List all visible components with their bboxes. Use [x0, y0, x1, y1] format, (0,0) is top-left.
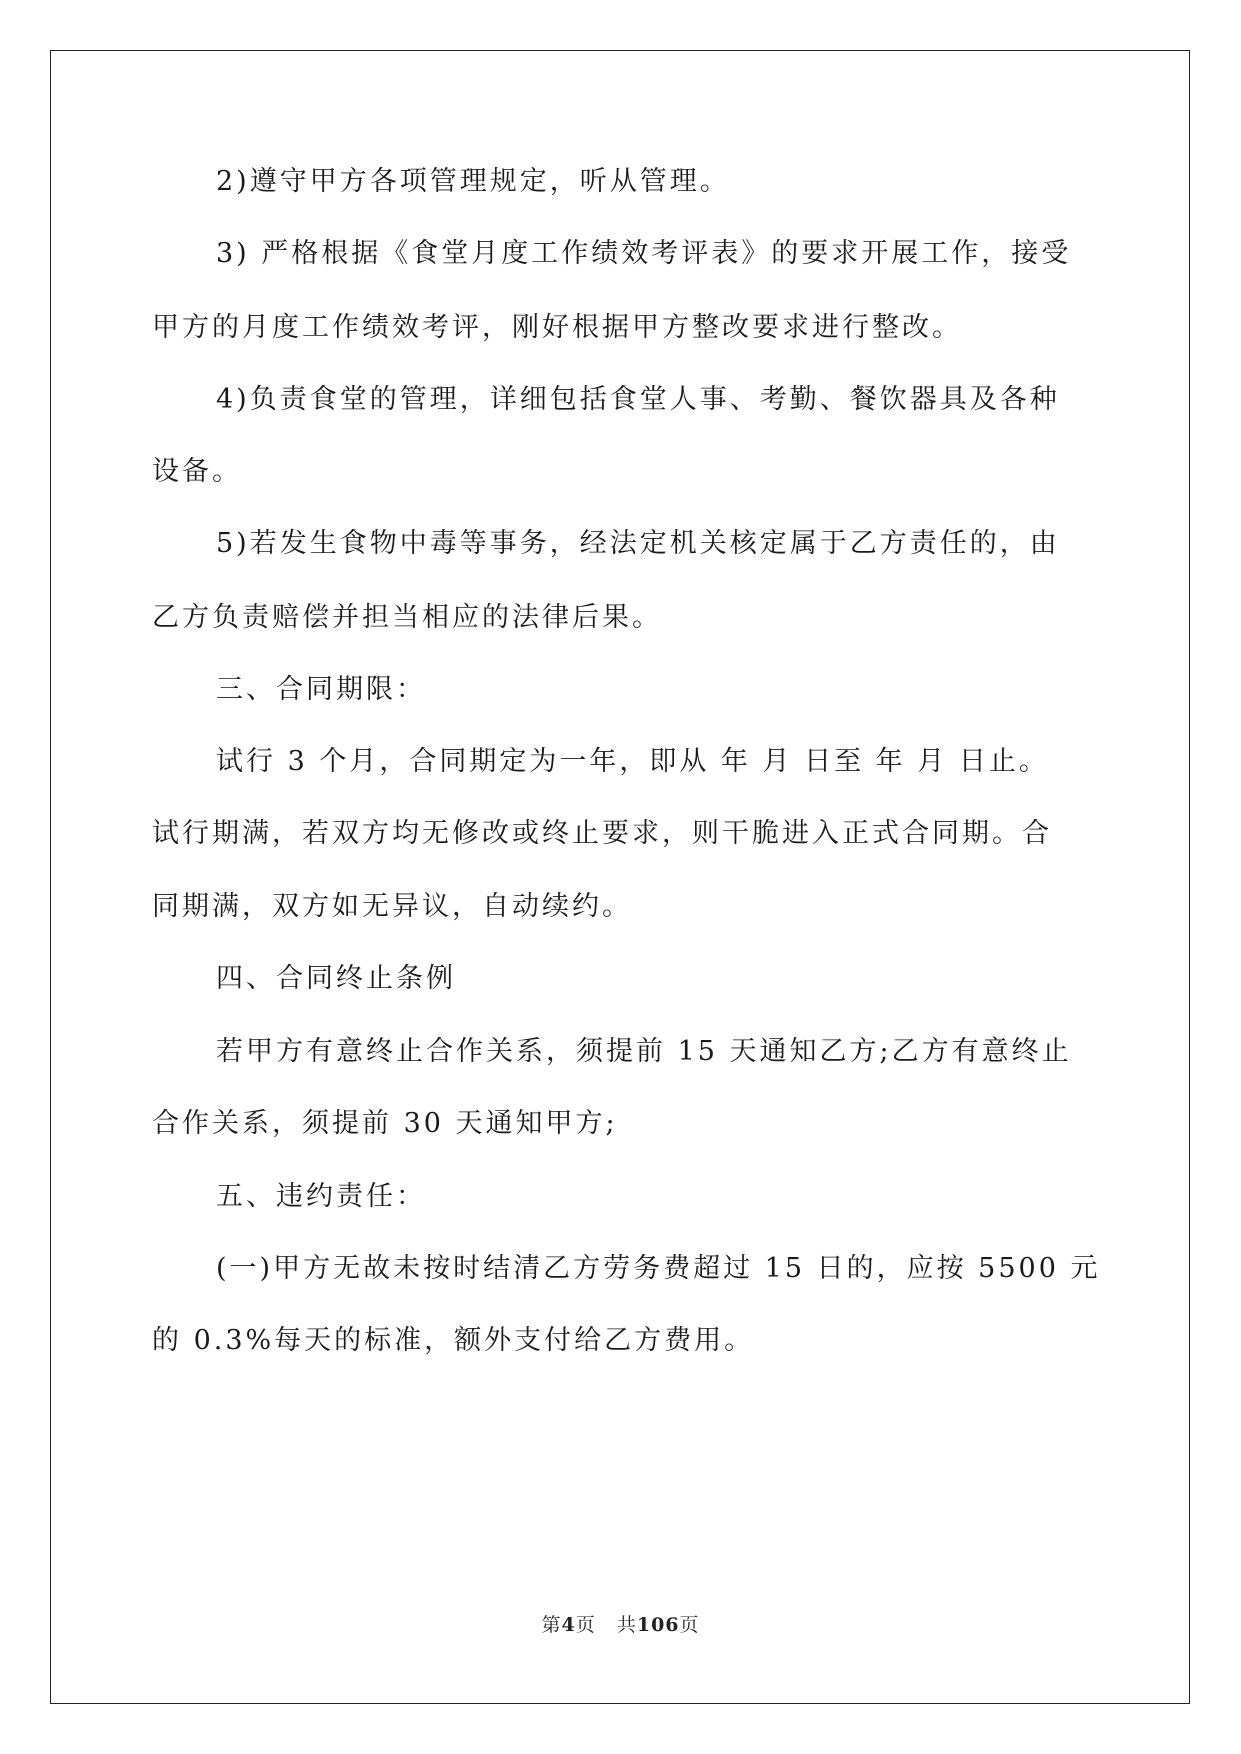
paragraph-line: 试行期满，若双方均无修改或终止要求，则干脆进入正式合同期。合: [152, 818, 1052, 849]
paragraph-line: 合作关系，须提前 30 天通知甲方;: [152, 1108, 618, 1139]
footer-total-prefix: 共: [616, 1614, 637, 1636]
footer-prefix: 第: [541, 1614, 562, 1636]
section-heading: 五、违约责任：: [216, 1181, 426, 1212]
page-number: 4: [561, 1614, 576, 1636]
paragraph-line: 2)遵守甲方各项管理规定，听从管理。: [216, 166, 730, 197]
paragraph-line: 试行 3 个月，合同期定为一年，即从 年 月 日至 年 月 日止。: [216, 746, 1049, 777]
paragraph-line: 同期满，双方如无异议，自动续约。: [152, 891, 632, 922]
paragraph-line: 4)负责食堂的管理，详细包括食堂人事、考勤、餐饮器具及各种: [216, 384, 1060, 415]
total-pages: 106: [636, 1614, 680, 1636]
paragraph-line: 的 0.3%每天的标准，额外支付给乙方费用。: [152, 1325, 755, 1356]
footer-total-unit: 页: [679, 1614, 700, 1636]
section-heading: 四、合同终止条例: [216, 963, 456, 994]
footer-page-unit: 页: [575, 1614, 596, 1636]
paragraph-line: 设备。: [152, 456, 242, 487]
paragraph-line: 若甲方有意终止合作关系，须提前 15 天通知乙方;乙方有意终止: [216, 1036, 1072, 1067]
page-footer: [0, 1610, 1241, 1637]
paragraph-line: 5)若发生食物中毒等事务，经法定机关核定属于乙方责任的，由: [216, 528, 1060, 559]
paragraph-line: 甲方的月度工作绩效考评，刚好根据甲方整改要求进行整改。: [152, 312, 962, 343]
paragraph-line: (一)甲方无故未按时结清乙方劳务费超过 15 日的，应按 5500 元: [216, 1253, 1101, 1284]
paragraph-line: 乙方负责赔偿并担当相应的法律后果。: [152, 602, 662, 633]
paragraph-line: 3) 严格根据《食堂月度工作绩效考评表》的要求开展工作，接受: [216, 238, 1072, 269]
page-border: [50, 50, 1190, 1704]
section-heading: 三、合同期限：: [216, 674, 426, 705]
